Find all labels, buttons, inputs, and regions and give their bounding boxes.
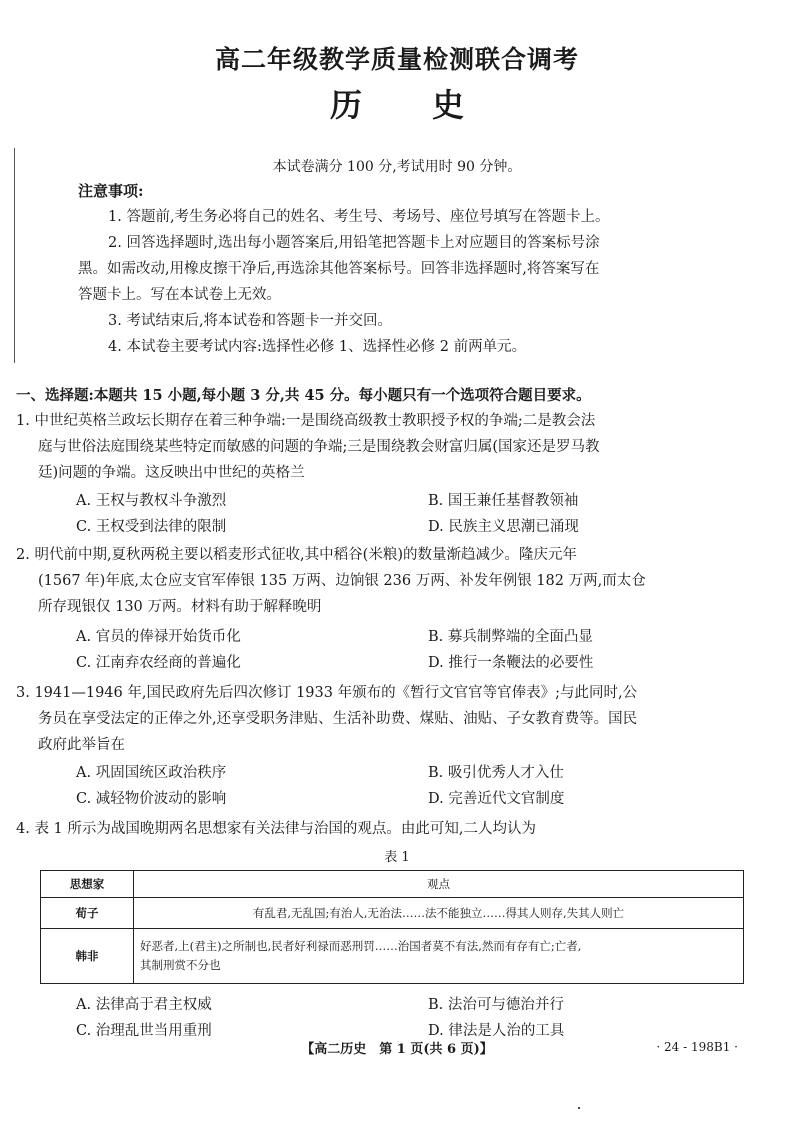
option-a: A. 法律高于君主权威 [76,997,212,1013]
option-d: D. 推行一条鞭法的必要性 [428,655,594,671]
option-b: B. 法治可与德治并行 [428,997,564,1013]
header-view: 观点 [134,871,744,898]
question-line: 2. 明代前中期,夏秋两税主要以稻麦形式征收,其中稻谷(米粮)的数量渐趋减少。隆庆元年 [16,547,577,563]
thinker-view-line: 其制刑赏不分也 [140,958,221,972]
subject-char-2: 史 [432,86,465,124]
question-line: 庭与世俗法庭围绕某些特定而敏感的问题的争端;三是围绕教会财富归属(国家还是罗马教 [38,439,600,455]
thinker-name: 荀子 [41,898,134,929]
option-d: D. 民族主义思潮已涌现 [428,519,579,535]
option-c: C. 治理乱世当用重刑 [76,1023,212,1039]
option-c: C. 王权受到法律的限制 [76,519,227,535]
option-c: C. 江南弃农经商的普遍化 [76,655,241,671]
question-line: 务员在享受法定的正俸之外,还享受职务津贴、生活补助费、煤贴、油贴、子女教育费等。国民 [38,711,638,727]
option-b: B. 募兵制弊端的全面凸显 [428,629,593,645]
question-3-options [76,760,756,812]
thinker-name: 韩非 [41,929,134,984]
table-header-row [41,871,744,898]
subject-title [0,80,794,126]
table-caption: 表 1 [384,850,410,865]
thinker-view-line: 好恶者,上(君主)之所制也,民者好利禄而恶刑罚……治国者莫不有法,然而有存有亡;亡者, [140,939,582,953]
exam-title: 高二年级教学质量检测联合调考 [214,45,579,74]
subject-char-1: 历 [329,86,362,124]
section-heading: 一、选择题:本题共 15 小题,每小题 3 分,共 45 分。每小题只有一个选项符合题目要求。 [16,387,591,404]
notice-heading: 注意事项: [78,182,144,200]
notice-item-2-line-3: 答题卡上。写在本试卷上无效。 [78,287,281,303]
notice-item-2-line-1: 2. 回答选择题时,选出每小题答案后,用铅笔把答题卡上对应题目的答案标号涂 [108,235,600,251]
table-row [41,929,744,984]
notice-item-3: 3. 考试结束后,将本试卷和答题卡一并交回。 [108,313,393,329]
score-note: 本试卷满分 100 分,考试用时 90 分钟。 [272,159,522,175]
question-1-stem [16,408,752,486]
thinkers-table [40,870,744,984]
question-line: 政府此举旨在 [38,737,125,753]
option-c: C. 减轻物价波动的影响 [76,791,227,807]
question-line: 1. 中世纪英格兰政坛长期存在着三种争端:一是围绕高级教士教职授予权的争端;二是教会法 [16,413,596,429]
table-row [41,898,744,929]
notice-item-1: 1. 答题前,考生务必将自己的姓名、考生号、考场号、座位号填写在答题卡上。 [108,209,610,225]
question-line: 所存现银仅 130 万两。材料有助于解释晚明 [38,599,322,615]
question-line: 3. 1941—1946 年,国民政府先后四次修订 1933 年颁布的《暂行文官官等官俸表》;与此同时,公 [16,685,638,701]
question-line: 廷)问题的争端。这反映出中世纪的英格兰 [38,465,305,481]
question-line: (1567 年)年底,太仓应支官军俸银 135 万两、边饷银 236 万两、补发年例银 182 万两,而太仓 [38,573,646,589]
option-a: A. 王权与教权斗争激烈 [76,493,227,509]
question-4-options [76,992,756,1044]
notice-item-4: 4. 本试卷主要考试内容:选择性必修 1、选择性必修 2 前两单元。 [108,339,527,355]
option-d: D. 律法是人治的工具 [428,1023,565,1039]
header-thinker: 思想家 [41,871,134,898]
option-b: B. 吸引优秀人才入仕 [428,765,564,781]
option-b: B. 国王兼任基督教领袖 [428,493,579,509]
margin-rule [14,148,15,363]
question-1-options [76,488,756,540]
option-a: A. 巩固国统区政治秩序 [76,765,227,781]
question-2-options [76,624,756,676]
paper-code: · 24 - 198B1 · [656,1040,738,1054]
notice-list [78,204,738,360]
question-2-stem [16,542,752,620]
notice-item-2-line-2: 黑。如需改动,用橡皮擦干净后,再选涂其他答案标号。回答非选择题时,将答案写在 [78,261,600,277]
option-d: D. 完善近代文官制度 [428,791,565,807]
scan-speck [578,1107,580,1109]
question-line: 4. 表 1 所示为战国晚期两名思想家有关法律与治国的观点。由此可知,二人均认为 [16,821,536,837]
option-a: A. 官员的俸禄开始货币化 [76,629,241,645]
question-3-stem [16,680,752,758]
question-4-stem [16,816,752,842]
page-label: 【高二历史 第 1 页(共 6 页)】 [301,1042,493,1057]
thinker-view: 有乱君,无乱国;有治人,无治法……法不能独立……得其人则存,失其人则亡 [134,898,744,929]
thinker-view [134,929,744,984]
